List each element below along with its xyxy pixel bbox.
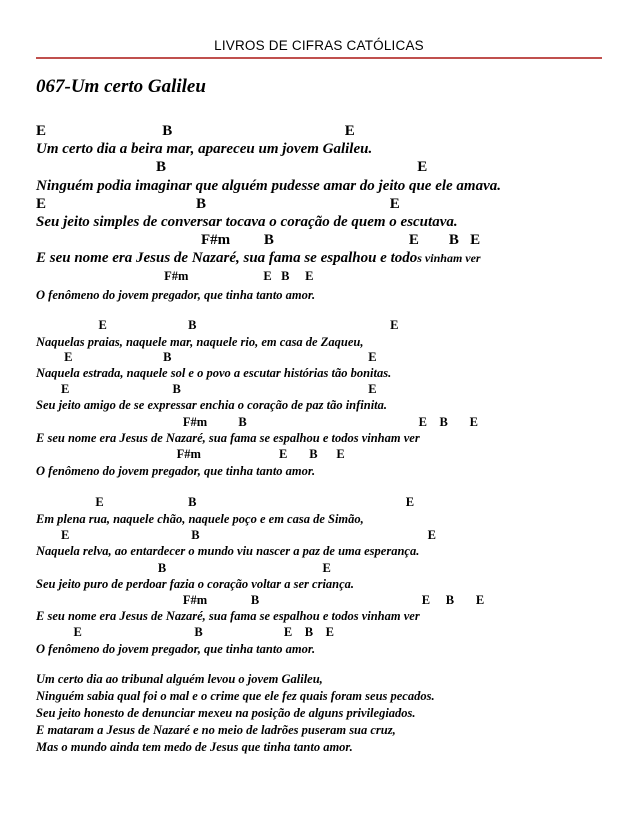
lyric-line: E mataram a Jesus de Nazaré e no meio de ladrões puseram sua cruz,	[36, 723, 396, 737]
running-header: LIVROS DE CIFRAS CATÓLICAS	[214, 38, 424, 53]
header-divider	[36, 57, 602, 59]
lyric-line: O fenômeno do jovem pregador, que tinha tanto amor.	[36, 642, 316, 656]
chord-line: F#m B E B E	[36, 232, 481, 248]
chord-line: F#m B E B E	[36, 415, 479, 429]
lyric-line: O fenômeno do jovem pregador, que tinha tanto amor.	[36, 464, 316, 478]
lyric-line: Seu jeito simples de conversar tocava o coração de quem o escutava.	[36, 214, 458, 230]
lyric-segment: s vinham ver	[417, 251, 481, 265]
lyric-line: E seu nome era Jesus de Nazaré, sua fama se espalhou e todos vinham ver	[36, 609, 420, 623]
chord-line: F#m B E B E	[36, 593, 485, 607]
lyric-line: E seu nome era Jesus de Nazaré, sua fama se espalhou e todos vinham ver	[36, 431, 420, 445]
chord-line: F#m E B E	[36, 269, 314, 283]
lyric-line: Naquela estrada, naquele sol e o povo a escutar histórias tão bonitas.	[36, 366, 392, 380]
lyric-line: Em plena rua, naquele chão, naquele poço e em casa de Simão,	[36, 512, 364, 526]
chord-line: F#m E B E	[36, 447, 345, 461]
lyric-line	[36, 251, 481, 266]
chord-line: E B E	[36, 495, 415, 509]
lyric-line: Mas o mundo ainda tem medo de Jesus que tinha tanto amor.	[36, 740, 353, 754]
lyric-line: Naquela relva, ao entardecer o mundo viu nascer a paz de uma esperança.	[36, 544, 420, 558]
lyric-line: Seu jeito puro de perdoar fazia o coração voltar a ser criança.	[36, 577, 355, 591]
lyric-line: Seu jeito honesto de denunciar mexeu na posição de alguns privilegiados.	[36, 706, 416, 720]
lyric-line: Ninguém sabia qual foi o mal e o crime que ele fez quais foram seus pecados.	[36, 689, 435, 703]
lyric-line: Ninguém podia imaginar que alguém pudesse amar do jeito que ele amava.	[36, 178, 501, 194]
lyric-line: Um certo dia ao tribunal alguém levou o jovem Galileu,	[36, 672, 323, 686]
lyric-line: Um certo dia a beira mar, apareceu um jovem Galileu.	[36, 141, 373, 157]
song-title: 067-Um certo Galileu	[36, 76, 206, 97]
chord-line: E B E	[36, 123, 355, 139]
lyric-line: Seu jeito amigo de se expressar enchia o coração de paz tão infinita.	[36, 398, 388, 412]
chord-line: B E	[36, 561, 331, 575]
chord-line: E B E	[36, 528, 437, 542]
chord-line: E B E	[36, 318, 399, 332]
chord-line: B E	[36, 159, 428, 175]
lyric-line: Naquelas praias, naquele mar, naquele rio, em casa de Zaqueu,	[36, 335, 364, 349]
chord-line: E B E B E	[36, 625, 334, 639]
lyric-segment: E seu nome era Jesus de Nazaré, sua fama se espalhou e todo	[36, 250, 418, 266]
lyric-line: O fenômeno do jovem pregador, que tinha tanto amor.	[36, 288, 316, 302]
chord-line: E B E	[36, 350, 377, 364]
chord-line: E B E	[36, 196, 400, 212]
chord-line: E B E	[36, 382, 377, 396]
